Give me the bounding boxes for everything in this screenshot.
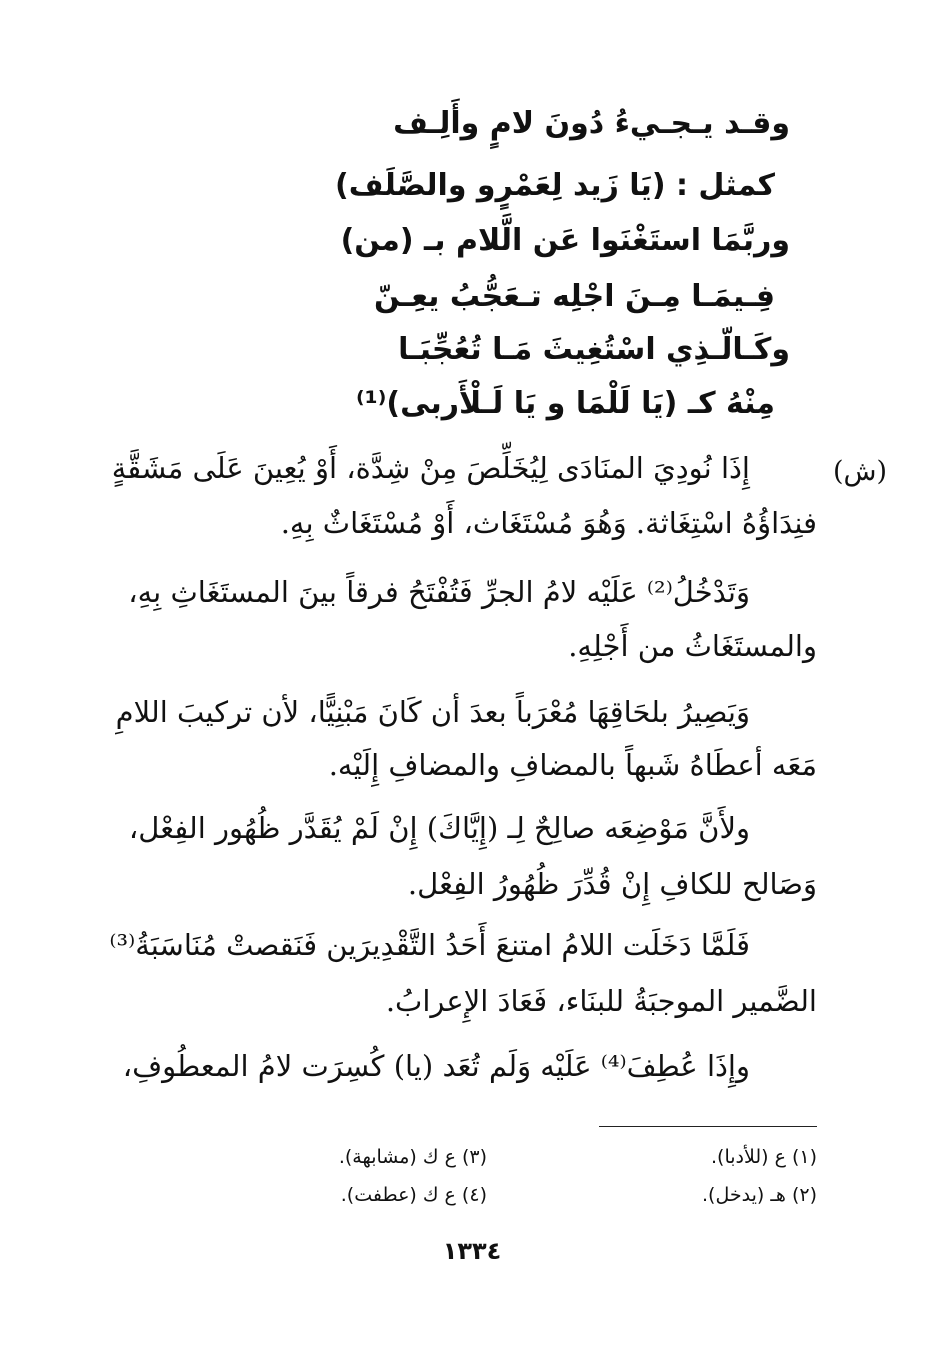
footnote-4: (٤) ع ك (عطفت).	[340, 1184, 487, 1206]
paragraph-1-line-2: فنِدَاؤُهُ اسْتِغَاثة. وَهُوَ مُسْتَغَاث، أَوْ مُسْتَغَاثٌ بِهِ.	[280, 506, 817, 540]
paragraph-6-line-1: وإِذَا عُطِفَ⁽⁴⁾ عَلَيْه وَلَم تُعَد (يا) كُسِرَت لامُ المعطُوفِ،	[122, 1049, 750, 1083]
footnote-2: (٢) هـ (يدخل).	[702, 1184, 817, 1206]
verse-line-3: وربَّمَا استَغْنَوا عَن الَّلام بـ (من)	[340, 223, 790, 258]
paragraph-4-line-1: ولأَنَّ مَوْضِعَه صالِحٌ لِـ (إِيَّاكَ) إِنْ لَمْ يُقَدَّر ظُهُور الفِعْل،	[128, 811, 750, 845]
paragraph-3-line-1: وَيَصِيرُ بلحَاقِهَا مُعْرَباً بعدَ أن كَانَ مَبْنِيًّا، لأن تركيبَ اللامِ	[115, 695, 750, 729]
verse-line-4: فِـيمَـا مِـنَ اجْلِه تـعَجُّبُ يعِـنّ	[373, 279, 775, 314]
paragraph-4-line-2: وَصَالح للكافِ إِنْ قُدِّرَ ظُهُورُ الفِعْل.	[407, 867, 817, 901]
sharh-marker: (ش)	[832, 456, 887, 487]
paragraph-1-line-1: إِذَا نُودِيَ المنَادَى لِيُخَلِّصَ مِنْ شِدَّة، أَوْ يُعِينَ عَلَى مَشَقَّةٍ	[111, 451, 750, 485]
footnote-3: (٣) ع ك (مشابهة).	[338, 1146, 487, 1168]
paragraph-3-line-2: مَعَه أعطَاهُ شَبهاً بالمضافِ والمضافِ إِلَيْه.	[328, 748, 817, 782]
paragraph-2-line-1: وَتَدْخُلُ⁽²⁾ عَلَيْه لامُ الجرِّ فَتُفْتَحُ فرقاً بينَ المستَغَاثِ بِهِ،	[128, 575, 750, 609]
verse-line-1: وقـد يـجـيءُ دُونَ لامٍ وأَلِـف	[393, 106, 790, 141]
paragraph-2-line-2: والمستَغَاثُ من أَجْلِهِ.	[568, 629, 817, 663]
footnote-divider	[599, 1126, 817, 1127]
footnote-1: (١) ع (للأدبا).	[711, 1146, 817, 1168]
paragraph-5-line-1: فَلَمَّا دَخَلَت اللامُ امتنعَ أَحَدُ التَّقْدِيرَين فَنَقصتْ مُنَاسَبَةُ⁽³⁾	[109, 928, 750, 962]
page-number: ١٣٣٤	[442, 1237, 502, 1265]
paragraph-5-line-2: الضَّمير الموجبَةُ للبنَاء، فَعَادَ الإِعرابُ.	[385, 984, 817, 1018]
verse-line-5: وكَـالّـذِي اسْتُغِيثَ مَـا تُعُجِّبَـا	[398, 332, 790, 367]
verse-line-6: مِنْهُ كـ (يَا لَلْمَا و يَا لَـلْأَربى)⁽¹⁾	[355, 386, 775, 421]
verse-line-2: كمثل : (يَا زَيد لِعَمْرٍو والصَّلَف)	[335, 168, 775, 203]
